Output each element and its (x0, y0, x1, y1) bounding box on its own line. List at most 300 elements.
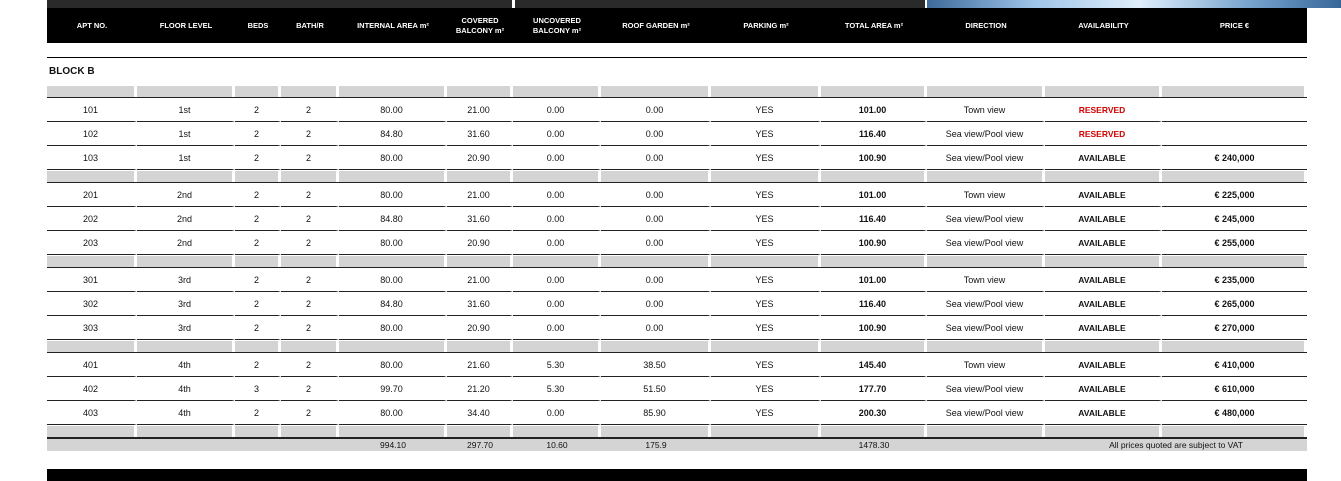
cell-parking: YES (711, 377, 821, 401)
column-header: COVERED BALCONY m² (447, 8, 513, 43)
cell-apt: 403 (47, 401, 137, 425)
separator-cell (1045, 340, 1162, 353)
cell-floor: 2nd (137, 231, 235, 255)
cell-beds: 2 (235, 98, 281, 122)
cell-roof: 0.00 (601, 98, 711, 122)
price-list-table (47, 8, 1307, 451)
column-header: DIRECTION (927, 8, 1045, 43)
total-uncovered: 10.60 (513, 438, 601, 451)
separator-cell (513, 340, 601, 353)
separator-fill (137, 426, 232, 437)
banner-segment (47, 0, 512, 8)
cell-floor: 4th (137, 353, 235, 377)
separator-fill (711, 171, 818, 182)
separator-fill (47, 426, 134, 437)
cell-availability: RESERVED (1045, 122, 1162, 146)
table-row (47, 146, 1307, 170)
separator-cell (447, 85, 513, 98)
cell-bath: 2 (281, 316, 339, 340)
total-covered: 297.70 (447, 438, 513, 451)
separator-cell (235, 85, 281, 98)
separator-cell (927, 85, 1045, 98)
separator-cell (281, 170, 339, 183)
separator-cell (235, 255, 281, 268)
separator-cell (711, 340, 821, 353)
separator-cell (1162, 85, 1307, 98)
cell-beds: 2 (235, 207, 281, 231)
cell-uncovered: 0.00 (513, 292, 601, 316)
separator-cell (821, 170, 927, 183)
separator-cell (447, 255, 513, 268)
separator-fill (821, 256, 924, 267)
cell-covered: 21.20 (447, 377, 513, 401)
cell-uncovered: 0.00 (513, 122, 601, 146)
cell-total: 116.40 (821, 207, 927, 231)
separator-fill (281, 171, 336, 182)
separator-fill (927, 86, 1042, 97)
separator-fill (339, 86, 444, 97)
block-title: BLOCK B (47, 57, 1307, 85)
cell-price: € 235,000 (1162, 268, 1307, 292)
cell-roof: 0.00 (601, 207, 711, 231)
header-row (47, 8, 1307, 43)
separator-cell (821, 425, 927, 438)
separator-fill (1162, 341, 1304, 352)
separator-cell (927, 425, 1045, 438)
table-row (47, 183, 1307, 207)
separator-fill (235, 341, 278, 352)
cell-bath: 2 (281, 183, 339, 207)
separator-fill (513, 86, 598, 97)
cell-roof: 0.00 (601, 316, 711, 340)
cell-direction: Town view (927, 98, 1045, 122)
separator-cell (821, 255, 927, 268)
separator-fill (137, 171, 232, 182)
top-banner-strip (47, 0, 1307, 8)
separator-cell (339, 425, 447, 438)
separator-cell (281, 340, 339, 353)
separator-fill (1045, 171, 1159, 182)
cell-floor: 2nd (137, 183, 235, 207)
cell-floor: 4th (137, 401, 235, 425)
total-empty (281, 438, 339, 451)
separator-cell (447, 340, 513, 353)
cell-floor: 1st (137, 122, 235, 146)
cell-internal: 84.80 (339, 207, 447, 231)
cell-parking: YES (711, 122, 821, 146)
separator-fill (513, 426, 598, 437)
separator-fill (927, 256, 1042, 267)
separator-cell (47, 85, 137, 98)
cell-covered: 21.00 (447, 98, 513, 122)
cell-direction: Town view (927, 268, 1045, 292)
separator-fill (927, 426, 1042, 437)
separator-fill (339, 341, 444, 352)
table-row (47, 231, 1307, 255)
separator-fill (821, 341, 924, 352)
separator-fill (447, 171, 510, 182)
separator-cell (601, 85, 711, 98)
cell-price: € 270,000 (1162, 316, 1307, 340)
total-internal: 994.10 (339, 438, 447, 451)
cell-price: € 240,000 (1162, 146, 1307, 170)
separator-cell (1162, 255, 1307, 268)
cell-availability: AVAILABLE (1045, 268, 1162, 292)
cell-direction: Town view (927, 183, 1045, 207)
cell-beds: 2 (235, 401, 281, 425)
cell-total: 101.00 (821, 183, 927, 207)
cell-internal: 80.00 (339, 353, 447, 377)
cell-total: 100.90 (821, 316, 927, 340)
separator-cell (513, 170, 601, 183)
cell-parking: YES (711, 231, 821, 255)
cell-total: 177.70 (821, 377, 927, 401)
separator-cell (601, 340, 711, 353)
separator-fill (137, 341, 232, 352)
cell-availability: AVAILABLE (1045, 183, 1162, 207)
separator-fill (339, 426, 444, 437)
table-row (47, 292, 1307, 316)
cell-direction: Sea view/Pool view (927, 122, 1045, 146)
cell-roof: 0.00 (601, 122, 711, 146)
separator-cell (601, 255, 711, 268)
separator-cell (235, 425, 281, 438)
cell-apt: 402 (47, 377, 137, 401)
cell-floor: 1st (137, 98, 235, 122)
separator-fill (281, 426, 336, 437)
separator-fill (1162, 256, 1304, 267)
cell-parking: YES (711, 353, 821, 377)
bottom-bar (47, 469, 1307, 481)
cell-beds: 3 (235, 377, 281, 401)
cell-beds: 2 (235, 231, 281, 255)
cell-price: € 410,000 (1162, 353, 1307, 377)
cell-price: € 480,000 (1162, 401, 1307, 425)
separator-fill (927, 171, 1042, 182)
cell-roof: 0.00 (601, 146, 711, 170)
cell-availability: RESERVED (1045, 98, 1162, 122)
cell-parking: YES (711, 316, 821, 340)
separator-fill (711, 256, 818, 267)
separator-cell (711, 255, 821, 268)
separator-cell (447, 170, 513, 183)
cell-beds: 2 (235, 292, 281, 316)
cell-uncovered: 0.00 (513, 146, 601, 170)
table-row (47, 268, 1307, 292)
column-header: PRICE € (1162, 8, 1307, 43)
column-header: TOTAL AREA m² (821, 8, 927, 43)
cell-internal: 80.00 (339, 316, 447, 340)
separator-fill (447, 426, 510, 437)
cell-direction: Sea view/Pool view (927, 292, 1045, 316)
cell-uncovered: 0.00 (513, 401, 601, 425)
cell-internal: 80.00 (339, 401, 447, 425)
separator-cell (1045, 85, 1162, 98)
cell-parking: YES (711, 401, 821, 425)
cell-price (1162, 122, 1307, 146)
cell-bath: 2 (281, 353, 339, 377)
cell-bath: 2 (281, 401, 339, 425)
separator-fill (281, 341, 336, 352)
cell-covered: 21.00 (447, 183, 513, 207)
table-row (47, 353, 1307, 377)
separator-fill (711, 86, 818, 97)
cell-apt: 201 (47, 183, 137, 207)
banner-image (927, 0, 1341, 8)
cell-roof: 0.00 (601, 231, 711, 255)
separator-cell (447, 425, 513, 438)
cell-roof: 85.90 (601, 401, 711, 425)
separator-fill (235, 256, 278, 267)
separator-fill (513, 341, 598, 352)
cell-total: 116.40 (821, 292, 927, 316)
separator-fill (513, 256, 598, 267)
separator-cell (1162, 425, 1307, 438)
separator-cell (927, 255, 1045, 268)
cell-floor: 3rd (137, 292, 235, 316)
cell-internal: 84.80 (339, 292, 447, 316)
cell-roof: 0.00 (601, 292, 711, 316)
cell-beds: 2 (235, 146, 281, 170)
cell-internal: 80.00 (339, 183, 447, 207)
cell-direction: Sea view/Pool view (927, 316, 1045, 340)
separator-fill (601, 426, 708, 437)
spacer-row (47, 43, 1307, 57)
separator-fill (601, 341, 708, 352)
cell-uncovered: 0.00 (513, 316, 601, 340)
cell-floor: 1st (137, 146, 235, 170)
separator-fill (235, 171, 278, 182)
separator-fill (47, 256, 134, 267)
cell-total: 116.40 (821, 122, 927, 146)
separator-cell (513, 255, 601, 268)
cell-bath: 2 (281, 98, 339, 122)
separator-cell (1045, 425, 1162, 438)
total-total: 1478.30 (821, 438, 927, 451)
cell-price (1162, 98, 1307, 122)
separator-cell (137, 85, 235, 98)
column-header: APT NO. (47, 8, 137, 43)
cell-direction: Town view (927, 353, 1045, 377)
cell-parking: YES (711, 183, 821, 207)
cell-direction: Sea view/Pool view (927, 401, 1045, 425)
separator-row (47, 425, 1307, 438)
cell-bath: 2 (281, 292, 339, 316)
column-header: INTERNAL AREA m² (339, 8, 447, 43)
cell-floor: 2nd (137, 207, 235, 231)
separator-fill (447, 341, 510, 352)
cell-parking: YES (711, 98, 821, 122)
table-row (47, 207, 1307, 231)
separator-cell (339, 170, 447, 183)
column-header: PARKING m² (711, 8, 821, 43)
cell-total: 100.90 (821, 231, 927, 255)
separator-cell (821, 85, 927, 98)
separator-cell (137, 425, 235, 438)
separator-row (47, 170, 1307, 183)
separator-cell (711, 170, 821, 183)
total-empty (235, 438, 281, 451)
separator-cell (137, 255, 235, 268)
cell-covered: 31.60 (447, 292, 513, 316)
cell-price: € 610,000 (1162, 377, 1307, 401)
cell-availability: AVAILABLE (1045, 207, 1162, 231)
separator-fill (137, 256, 232, 267)
separator-cell (281, 85, 339, 98)
total-empty (47, 438, 137, 451)
cell-direction: Sea view/Pool view (927, 377, 1045, 401)
separator-cell (47, 255, 137, 268)
cell-total: 100.90 (821, 146, 927, 170)
separator-fill (1045, 426, 1159, 437)
separator-fill (821, 86, 924, 97)
cell-parking: YES (711, 146, 821, 170)
cell-internal: 80.00 (339, 268, 447, 292)
cell-covered: 21.00 (447, 268, 513, 292)
cell-covered: 31.60 (447, 207, 513, 231)
cell-uncovered: 0.00 (513, 268, 601, 292)
separator-cell (1162, 170, 1307, 183)
separator-cell (281, 255, 339, 268)
separator-fill (235, 86, 278, 97)
separator-cell (339, 255, 447, 268)
separator-fill (711, 426, 818, 437)
cell-total: 145.40 (821, 353, 927, 377)
separator-fill (281, 256, 336, 267)
spacer-cell (47, 43, 1307, 57)
cell-price: € 225,000 (1162, 183, 1307, 207)
cell-parking: YES (711, 207, 821, 231)
separator-fill (821, 426, 924, 437)
cell-parking: YES (711, 268, 821, 292)
cell-internal: 99.70 (339, 377, 447, 401)
separator-fill (711, 341, 818, 352)
separator-fill (1045, 256, 1159, 267)
cell-apt: 303 (47, 316, 137, 340)
cell-internal: 80.00 (339, 98, 447, 122)
separator-fill (1162, 171, 1304, 182)
separator-fill (601, 256, 708, 267)
separator-fill (927, 341, 1042, 352)
cell-beds: 2 (235, 353, 281, 377)
table-row (47, 401, 1307, 425)
cell-apt: 203 (47, 231, 137, 255)
table-row (47, 122, 1307, 146)
cell-apt: 103 (47, 146, 137, 170)
separator-cell (601, 425, 711, 438)
separator-cell (601, 170, 711, 183)
cell-roof: 38.50 (601, 353, 711, 377)
cell-apt: 102 (47, 122, 137, 146)
cell-roof: 51.50 (601, 377, 711, 401)
cell-availability: AVAILABLE (1045, 146, 1162, 170)
cell-availability: AVAILABLE (1045, 231, 1162, 255)
separator-cell (821, 340, 927, 353)
column-header: AVAILABILITY (1045, 8, 1162, 43)
cell-total: 101.00 (821, 98, 927, 122)
separator-cell (137, 340, 235, 353)
cell-bath: 2 (281, 231, 339, 255)
cell-uncovered: 5.30 (513, 377, 601, 401)
cell-uncovered: 5.30 (513, 353, 601, 377)
cell-covered: 31.60 (447, 122, 513, 146)
separator-fill (47, 86, 134, 97)
cell-covered: 20.90 (447, 316, 513, 340)
banner-segment (515, 0, 925, 8)
block-row (47, 57, 1307, 85)
cell-availability: AVAILABLE (1045, 316, 1162, 340)
vat-note: All prices quoted are subject to VAT (1045, 438, 1307, 451)
separator-cell (281, 425, 339, 438)
column-header: BATH/R (281, 8, 339, 43)
cell-covered: 21.60 (447, 353, 513, 377)
cell-beds: 2 (235, 268, 281, 292)
total-roof: 175.9 (601, 438, 711, 451)
separator-fill (513, 171, 598, 182)
cell-price: € 255,000 (1162, 231, 1307, 255)
cell-covered: 20.90 (447, 231, 513, 255)
separator-cell (927, 170, 1045, 183)
cell-bath: 2 (281, 268, 339, 292)
cell-roof: 0.00 (601, 183, 711, 207)
total-empty (137, 438, 235, 451)
cell-beds: 2 (235, 316, 281, 340)
separator-cell (339, 340, 447, 353)
separator-fill (821, 171, 924, 182)
cell-uncovered: 0.00 (513, 183, 601, 207)
cell-direction: Sea view/Pool view (927, 231, 1045, 255)
separator-cell (927, 340, 1045, 353)
cell-covered: 20.90 (447, 146, 513, 170)
cell-availability: AVAILABLE (1045, 353, 1162, 377)
separator-fill (235, 426, 278, 437)
cell-direction: Sea view/Pool view (927, 207, 1045, 231)
cell-price: € 265,000 (1162, 292, 1307, 316)
separator-fill (1162, 426, 1304, 437)
separator-fill (339, 171, 444, 182)
separator-fill (1045, 341, 1159, 352)
separator-cell (1045, 170, 1162, 183)
table-row (47, 316, 1307, 340)
cell-bath: 2 (281, 207, 339, 231)
total-empty (927, 438, 1045, 451)
column-header: FLOOR LEVEL (137, 8, 235, 43)
cell-uncovered: 0.00 (513, 207, 601, 231)
cell-price: € 245,000 (1162, 207, 1307, 231)
cell-apt: 202 (47, 207, 137, 231)
separator-row (47, 85, 1307, 98)
cell-apt: 401 (47, 353, 137, 377)
totals-row (47, 438, 1307, 451)
cell-total: 200.30 (821, 401, 927, 425)
separator-fill (137, 86, 232, 97)
cell-apt: 301 (47, 268, 137, 292)
separator-cell (47, 425, 137, 438)
column-header: ROOF GARDEN m² (601, 8, 711, 43)
separator-cell (235, 340, 281, 353)
cell-total: 101.00 (821, 268, 927, 292)
cell-apt: 302 (47, 292, 137, 316)
cell-uncovered: 0.00 (513, 98, 601, 122)
separator-cell (711, 85, 821, 98)
separator-row (47, 340, 1307, 353)
separator-fill (1045, 86, 1159, 97)
separator-cell (1162, 340, 1307, 353)
table-row (47, 377, 1307, 401)
cell-direction: Sea view/Pool view (927, 146, 1045, 170)
cell-floor: 3rd (137, 316, 235, 340)
cell-internal: 80.00 (339, 231, 447, 255)
